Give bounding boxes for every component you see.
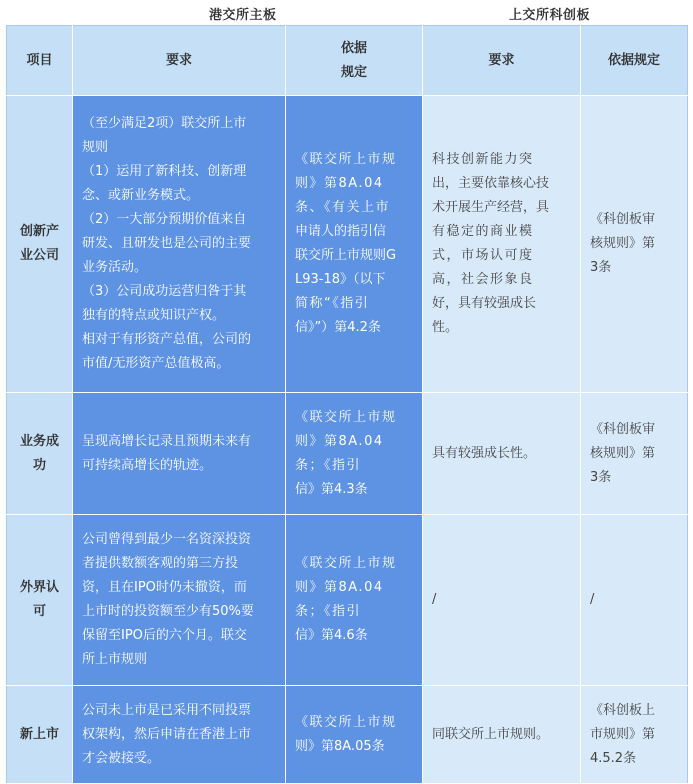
text-line: 权架构，然后申请在香港上市: [82, 726, 252, 742]
text-line: 好，具有较强成长: [432, 296, 537, 311]
text-line: （2）一大部分预期价值来自: [82, 212, 247, 227]
row-item-label: [7, 96, 73, 393]
row-item-label: [7, 515, 73, 686]
text-line: 上市时的投资额至少有50%要: [82, 604, 254, 619]
text-line: 可持续高增长的轨迹。: [82, 457, 213, 473]
sh-basis-cell: [581, 515, 688, 686]
text-line: 业公司: [19, 248, 59, 263]
text-line: 保留至IPO后的六个月。联交: [82, 628, 247, 643]
text-line: 信》第4.3条: [295, 481, 368, 497]
text-line: 4.5.2条: [590, 750, 637, 766]
text-line: 念、或新业务模式。: [82, 188, 200, 203]
text-line: 《联交所上市规: [295, 556, 397, 571]
text-line: 市值/无形资产总值极高。: [82, 356, 230, 371]
hk-requirement-cell: [73, 393, 286, 515]
text-line: 则》第8A.05条: [295, 738, 385, 754]
text-line: 核规则》第: [590, 445, 656, 461]
col-header-hk-requirement: 要求: [73, 26, 286, 96]
text-line: 市规则》第: [590, 726, 656, 742]
hk-basis-cell: [286, 515, 423, 686]
text-line: 则》第8A.04: [295, 580, 384, 595]
text-line: 核规则》第: [590, 236, 656, 251]
text-line: 科技创新能力突: [432, 152, 534, 167]
table-header-row: [7, 26, 688, 96]
text-line: 资，且在IPO时仍未撤资，而: [82, 580, 247, 595]
hk-basis-cell: [286, 96, 423, 393]
text-line: 研发、且研发也是公司的主要: [82, 236, 252, 251]
group-headers: [0, 0, 693, 26]
sh-basis-cell: [581, 686, 688, 784]
table-row: [7, 515, 688, 686]
text-line: 具有较强成长性。: [432, 445, 537, 461]
text-line: 《联交所上市规: [295, 152, 397, 167]
text-line: 业务成: [19, 433, 59, 449]
comparison-table: [6, 25, 688, 784]
text-line: 功: [32, 457, 46, 473]
hk-requirement-cell: [73, 515, 286, 686]
text-line: 所上市规则: [82, 652, 148, 667]
col-header-hk-basis-line: 依据: [340, 40, 367, 56]
text-line: 创新产: [19, 224, 59, 239]
text-line: 外界认: [19, 580, 59, 595]
text-line: /: [590, 592, 595, 607]
hk-requirement-cell: [73, 96, 286, 393]
text-line: 同联交所上市规则。: [432, 726, 550, 742]
text-line: 式，市场认可度: [432, 248, 534, 263]
text-line: 规则: [82, 140, 109, 155]
hk-basis-cell: [286, 393, 423, 515]
sh-basis-cell: [581, 393, 688, 515]
text-line: 联交所上市规则G: [295, 248, 397, 263]
hk-basis-cell: [286, 686, 423, 784]
text-line: 《科创板上: [590, 702, 656, 718]
sh-requirement-cell: [423, 515, 581, 686]
text-line: 呈现高增长记录且预期未来有: [82, 433, 252, 449]
col-header-hk-basis-line: 规定: [340, 64, 367, 80]
text-line: 《联交所上市规: [295, 714, 397, 730]
col-header-sh-basis: 依据规定: [581, 26, 688, 96]
text-line: 业务活动。: [82, 260, 148, 275]
text-line: 则》第8A.04: [295, 433, 384, 449]
sh-basis-cell: [581, 96, 688, 393]
text-line: L93-18》（以下: [295, 272, 386, 287]
text-line: 相对于有形资产总值，公司的: [82, 332, 252, 347]
text-line: /: [432, 592, 437, 607]
col-header-sh-requirement: 要求: [423, 26, 581, 96]
text-line: 申请人的指引信: [295, 224, 387, 239]
hk-requirement-cell: [73, 686, 286, 784]
sh-requirement-cell: [423, 393, 581, 515]
text-line: 3条: [590, 469, 612, 485]
text-line: （1）运用了新科技、创新理: [82, 164, 247, 179]
text-line: 独有的特点或知识产权。: [82, 308, 226, 323]
text-line: 《联交所上市规: [295, 409, 397, 425]
text-line: 信》”）第4.2条: [295, 320, 381, 335]
text-line: 者提供数额客观的第三方投: [82, 556, 239, 571]
text-line: 《科创板审: [590, 421, 656, 437]
text-line: 才会被接受。: [82, 750, 161, 766]
text-line: 简称“《指引: [295, 296, 370, 311]
text-line: 条、《有关上市: [295, 200, 391, 215]
sh-requirement-cell: [423, 96, 581, 393]
col-header-item: 项目: [7, 26, 73, 96]
text-line: 条；《指引: [295, 604, 362, 619]
text-line: 高，社会形象良: [432, 272, 534, 287]
row-item-label: [7, 393, 73, 515]
table-row: [7, 686, 688, 784]
text-line: 出，主要依靠核心技: [432, 176, 550, 191]
text-line: 条；《指引: [295, 457, 362, 473]
sh-requirement-cell: [423, 686, 581, 784]
text-line: 《科创板审: [590, 212, 656, 227]
text-line: 公司未上市是已采用不同投票: [82, 702, 252, 718]
text-line: 则》第8A.04: [295, 176, 384, 191]
text-line: （至少满足2项）联交所上市: [82, 116, 247, 131]
row-item-label: [7, 686, 73, 784]
star-market-header: 上交所科创板: [509, 8, 591, 23]
text-line: 公司曾得到最少一名资深投资: [82, 532, 252, 547]
text-line: 性。: [432, 320, 459, 335]
text-line: 信》第4.6条: [295, 628, 368, 643]
text-line: 新上市: [19, 726, 59, 742]
text-line: 有稳定的商业模: [432, 224, 534, 239]
text-line: （3）公司成功运营归咎于其: [82, 284, 247, 299]
text-line: 可: [32, 604, 46, 619]
hk-main-board-header: 港交所主板: [209, 8, 277, 23]
col-header-hk-basis: [286, 26, 423, 96]
text-line: 术开展生产经营，具: [432, 200, 550, 215]
table-row: [7, 96, 688, 393]
table-row: [7, 393, 688, 515]
text-line: 3条: [590, 260, 612, 275]
